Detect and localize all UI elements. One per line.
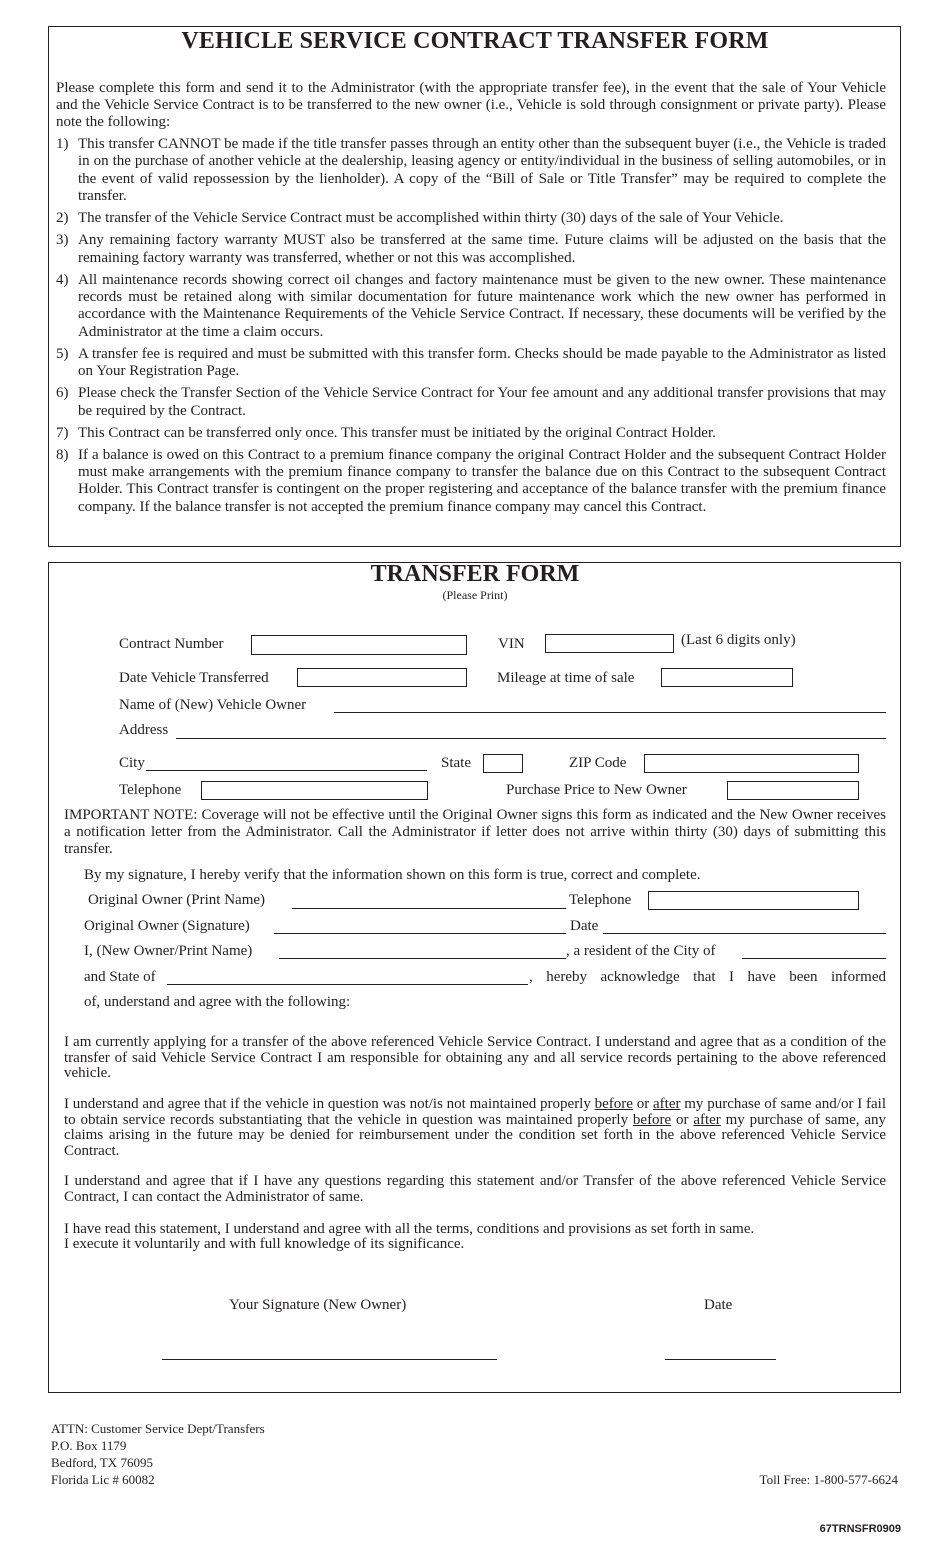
telephone-field[interactable]	[201, 781, 428, 800]
acknowledge-text: , hereby acknowledge that I have been informed	[529, 969, 886, 985]
new-owner-print-label: I, (New Owner/Print Name)	[84, 943, 253, 959]
city-line-footer: Bedford, TX 76095	[51, 1455, 153, 1470]
city-label: City	[119, 755, 145, 771]
rule-number: 2)	[56, 210, 69, 227]
original-owner-telephone-field[interactable]	[648, 891, 859, 910]
important-note: IMPORTANT NOTE: Coverage will not be effective until the Original Owner signs this form as indicated and the New Owner receives a notification letter from the Administrator. Call the Administrator if letter does not arrive within thirty (30) days of submitting this transfer.	[64, 807, 886, 857]
contract-number-field[interactable]	[251, 635, 467, 655]
rule-number: 5)	[56, 345, 69, 362]
attn-line: ATTN: Customer Service Dept/Transfers	[51, 1421, 265, 1436]
rule-item	[56, 346, 886, 381]
rules-list	[56, 136, 886, 521]
transfer-form-title: TRANSFER FORM	[370, 561, 580, 587]
original-owner-print-label: Original Owner (Print Name)	[88, 892, 266, 908]
para2-text-e: my purchase of same, any claims arising in the future may be denied for reimbursement under the condition set forth in the above referenced Vehicle Service Contract.	[64, 1111, 886, 1159]
rule-item	[56, 210, 886, 227]
rule-number: 4)	[56, 271, 69, 288]
new-owner-name-label: Name of (New) Vehicle Owner	[119, 697, 307, 713]
statement-paragraph-1: I am currently applying for a transfer of the above referenced Vehicle Service Contract. I understand and agree that as a condition of the transfer of said Vehicle Service Contract I am responsible for obtaining any and all service records pertaining to the above referenced vehicle.	[64, 1034, 886, 1081]
para2-before-2: before	[632, 1111, 672, 1128]
rule-number: 3)	[56, 232, 69, 249]
contract-number-label: Contract Number	[119, 636, 224, 652]
para2-text-c: my purchase of same and/or I fail to obtain service records substantiating that the vehicle in question was maintained properly	[64, 1096, 886, 1128]
purchase-price-label: Purchase Price to New Owner	[506, 782, 687, 798]
rule-number: 7)	[56, 424, 69, 441]
date-transferred-field[interactable]	[297, 668, 467, 687]
original-owner-signature-label: Original Owner (Signature)	[84, 918, 250, 934]
zip-field[interactable]	[644, 754, 859, 773]
signature-date-label: Date	[704, 1297, 733, 1313]
new-owner-signature-line[interactable]	[162, 1359, 497, 1360]
rule-number: 1)	[56, 136, 69, 152]
original-owner-date-label: Date	[570, 918, 599, 934]
rule-item	[56, 425, 886, 442]
rule-item	[56, 385, 886, 420]
state-of-line[interactable]	[167, 984, 528, 985]
statement-paragraph-2	[64, 1097, 886, 1159]
rule-text: All maintenance records showing correct oil changes and factory maintenance must be given to the new owner. These maintenance records must be retained along with similar documentation for future maintenance work which the new owner has performed in accordance with the Maintenance Requirements of the Vehicle Service Contract. If necessary, these documents will be verified by the Administrator at the time a claim occurs.	[78, 271, 886, 340]
telephone-label: Telephone	[119, 782, 182, 798]
purchase-price-field[interactable]	[727, 781, 859, 800]
rule-number: 8)	[56, 446, 69, 463]
rule-text: This transfer CANNOT be made if the title transfer passes through an entity other than the subsequent buyer (i.e., the Vehicle is traded in on the purchase of another vehicle at the dealership, leasing agency or entity/individual in the business of selling automobiles, or in the event of valid repossession by the lienholder). A copy of the “Bill of Sale or Title Transfer” may be required to complete the transfer.	[78, 136, 886, 205]
new-owner-name-line[interactable]	[334, 712, 886, 713]
rule-number: 6)	[56, 385, 69, 402]
original-owner-date-line[interactable]	[603, 933, 886, 934]
rule-text: This Contract can be transferred only once. This transfer must be initiated by the original Contract Holder.	[78, 424, 716, 441]
rule-text: A transfer fee is required and must be submitted with this transfer form. Checks should be made payable to the Administrator as listed on Your Registration Page.	[78, 345, 886, 380]
form-code: 67TRNSFR0909	[819, 1523, 901, 1535]
para2-after-1: after	[653, 1096, 681, 1112]
license-line: Florida Lic # 60082	[51, 1472, 155, 1487]
signature-date-line[interactable]	[665, 1359, 776, 1360]
rule-text: If a balance is owed on this Contract to a premium finance company the original Contract Holder and the subsequent Contract Holder must make arrangements with the premium finance company to transfer the balance due on this Contract to the subsequent Contract Holder. This Contract transfer is contingent on the proper registering and acceptance of the balance transfer with the premium finance company. If the balance transfer is not accepted the premium finance company may cancel this Contract.	[78, 446, 886, 515]
mailing-address	[51, 1420, 265, 1488]
mileage-label: Mileage at time of sale	[497, 670, 635, 686]
rule-item	[56, 272, 886, 342]
address-line[interactable]	[176, 738, 886, 739]
city-line[interactable]	[146, 770, 427, 771]
original-owner-signature-line[interactable]	[274, 933, 566, 934]
rule-item	[56, 232, 886, 267]
zip-label: ZIP Code	[569, 755, 627, 771]
date-transferred-label: Date Vehicle Transferred	[119, 670, 269, 686]
vin-field[interactable]	[545, 634, 674, 653]
vin-note: (Last 6 digits only)	[681, 632, 796, 648]
intro-text: Please complete this form and send it to the Administrator (with the appropriate transfer fee), in the event that the sale of Your Vehicle and the Vehicle Service Contract is to be transferred to the new owner (i.e., Vehicle is sold through consignment or private party). Please note the following:	[56, 80, 886, 130]
rule-text: The transfer of the Vehicle Service Contract must be accomplished within thirty (30) days of the sale of Your Vehicle.	[78, 210, 784, 227]
resident-city-line[interactable]	[742, 958, 886, 959]
form-title: VEHICLE SERVICE CONTRACT TRANSFER FORM	[181, 28, 769, 54]
mileage-field[interactable]	[661, 668, 793, 687]
para2-after-2: after	[693, 1111, 721, 1128]
para2-before-1: before	[594, 1096, 633, 1112]
para2-text-b: or	[632, 1096, 653, 1112]
pobox-line: P.O. Box 1179	[51, 1438, 127, 1453]
rule-text: Please check the Transfer Section of the Vehicle Service Contract for Your fee amount and any additional transfer provisions that may be required by the Contract.	[78, 385, 886, 419]
resident-city-label: , a resident of the City of	[566, 943, 716, 959]
state-label: State	[441, 755, 471, 771]
original-owner-print-line[interactable]	[292, 908, 566, 909]
new-owner-signature-label: Your Signature (New Owner)	[229, 1297, 407, 1313]
state-of-label: and State of	[84, 969, 156, 985]
statement-paragraph-3: I understand and agree that if I have any questions regarding this statement and/or Transfer of the above referenced Vehicle Service Contract, I can contact the Administrator of same.	[64, 1173, 886, 1205]
original-owner-telephone-label: Telephone	[569, 892, 632, 908]
state-field[interactable]	[483, 754, 523, 773]
statement-paragraph-4-line-2: I execute it voluntarily and with full knowledge of its significance.	[64, 1236, 465, 1252]
new-owner-print-line[interactable]	[279, 958, 566, 959]
verify-text: By my signature, I hereby verify that the information shown on this form is true, correct and complete.	[84, 867, 701, 883]
please-print-note: (Please Print)	[442, 588, 508, 602]
address-label: Address	[119, 722, 169, 738]
para2-text-d: or	[671, 1111, 694, 1128]
vin-label: VIN	[498, 636, 525, 652]
para2-text-a: I understand and agree that if the vehicle in question was not/is not maintained properly	[64, 1096, 595, 1112]
rule-item	[56, 136, 886, 206]
understand-text: of, understand and agree with the following:	[84, 994, 351, 1010]
rule-text: Any remaining factory warranty MUST also be transferred at the same time. Future claims will be adjusted on the basis that the remaining factory warranty was transferred, whether or not this was accomplished.	[78, 232, 886, 266]
toll-free-number: Toll Free: 1-800-577-6624	[759, 1472, 898, 1487]
rule-item	[56, 447, 886, 517]
statement-paragraph-4-line-1: I have read this statement, I understand and agree with all the terms, conditions and provisions as set forth in same.	[64, 1221, 755, 1237]
